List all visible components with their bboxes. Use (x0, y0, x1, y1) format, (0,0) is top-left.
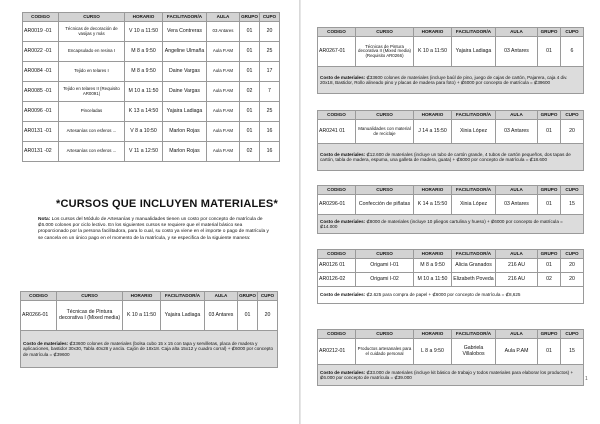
cell-room: 216 AU (496, 273, 538, 287)
column-header: CURSO (59, 13, 125, 22)
cell-group: 02 (240, 142, 260, 162)
column-header: CURSO (356, 250, 414, 259)
table-row (23, 22, 280, 42)
cell-course: Encapsulado en resina I (59, 42, 125, 62)
column-header: AULA (496, 186, 538, 195)
column-header: AULA (496, 111, 538, 120)
cell-room: 216 AU (496, 259, 538, 273)
cell-facilitator: Xinia López (452, 195, 496, 215)
table-row (318, 259, 584, 273)
cell-schedule: K 14 a 15:50 (414, 195, 452, 215)
table-header-row (318, 186, 584, 195)
materials-cost-note (318, 67, 584, 94)
column-header: GRUPO (538, 28, 561, 37)
cell-schedule: V 8 a 10:50 (125, 122, 163, 142)
material-course-table (20, 291, 278, 368)
cell-schedule: K 10 a 11:50 (414, 37, 452, 67)
materials-cost-row (21, 331, 278, 368)
cost-text: ₡12.600 de materiales (incluye un tubo de cartón grande, 4 tubos de cartón pequeños, dos tapas de cartón, tabla de madera, espuma, una galleta de madera, guata) + ₡6000 por concepto de matrícula = ₡18.600 (320, 151, 571, 162)
cell-group: 01 (240, 122, 260, 142)
cell-group: 01 (238, 301, 258, 331)
cost-text: ₡2.625 para compra de papel + ₡6000 por concepto de matrícula = ₡8,625 (366, 292, 521, 298)
table-header-row (318, 330, 584, 339)
material-course-table (317, 329, 584, 386)
cost-text: ₡33600 colones de materiales (bolsa cubo 15 x 15 con tapa y servilletas, placa de madera y aplicaciones, bastidor 30x30, Tabla 40x28 y ancla. Cajón de 18x18. Caja alta 15x12 y cuadro corral) + ₡6000 por concepto de matrícula = ₡39600 (23, 340, 274, 357)
column-header: CUPO (561, 186, 584, 195)
cell-quota: 25 (260, 42, 280, 62)
materials-cost-row (318, 67, 584, 94)
cell-code: AR0096 -01 (23, 102, 59, 122)
table-row (318, 339, 584, 365)
cell-quota: 20 (561, 273, 584, 287)
cell-quota: 20 (561, 120, 584, 144)
material-course-table (317, 249, 584, 304)
cell-room: Aula P.AM (207, 122, 240, 142)
cell-quota: 20 (561, 259, 584, 273)
column-header: HORARIO (414, 111, 452, 120)
cell-code: AR0019 -01 (23, 22, 59, 42)
column-header: CODIGO (318, 330, 356, 339)
cell-room: Aula P.AM (496, 339, 538, 365)
cell-schedule: M 8 a 9:50 (125, 62, 163, 82)
column-header: AULA (207, 13, 240, 22)
column-header: FACILITADOR/A (452, 111, 496, 120)
cell-room: 03 Antares (496, 195, 538, 215)
courses-table (22, 12, 280, 162)
cell-facilitator: Yajaira Ladiaga (163, 102, 207, 122)
cell-group: 01 (240, 42, 260, 62)
cell-facilitator: Marlon Rojas (163, 142, 207, 162)
cell-quota: 16 (260, 142, 280, 162)
cell-schedule: K 13 a 14:50 (125, 102, 163, 122)
materials-cost-note (318, 215, 584, 234)
table-header-row (23, 13, 280, 22)
column-header: CURSO (57, 292, 123, 301)
cell-code: AR0266-01 (21, 301, 57, 331)
column-header: GRUPO (538, 330, 561, 339)
table-row (23, 62, 280, 82)
cell-room: Aula P.AM (207, 62, 240, 82)
column-header: CURSO (356, 186, 414, 195)
cell-quota: 15 (561, 195, 584, 215)
cell-group: 01 (538, 339, 561, 365)
column-header: GRUPO (238, 292, 258, 301)
table-row (318, 120, 584, 144)
cell-schedule: K 10 a 11:50 (123, 301, 161, 331)
column-header: HORARIO (414, 250, 452, 259)
cell-course: Manualidades con material de reciclaje (356, 120, 414, 144)
table-header-row (318, 111, 584, 120)
cell-quota: 7 (260, 82, 280, 102)
column-header: CUPO (561, 330, 584, 339)
cell-facilitator: Gabriela Villalobos (452, 339, 496, 365)
column-header: AULA (496, 28, 538, 37)
materials-cost-note (21, 331, 278, 368)
cell-course: Pinceladas (59, 102, 125, 122)
column-header: FACILITADOR/A (452, 28, 496, 37)
material-course-table (317, 185, 584, 234)
column-header: CODIGO (318, 250, 356, 259)
cell-code: AR0085 -01 (23, 82, 59, 102)
column-header: HORARIO (414, 28, 452, 37)
cell-course: Confección de piñatas (356, 195, 414, 215)
column-header: CODIGO (318, 111, 356, 120)
cell-course: Productos artesanales para el cuidado personal (356, 339, 414, 365)
table-header-row (318, 28, 584, 37)
column-header: FACILITADOR/A (452, 186, 496, 195)
cell-course: Artesanías con esferos ... (59, 142, 125, 162)
cell-schedule: M 10 a 11:50 (414, 273, 452, 287)
cost-label: Costo de materiales: (320, 218, 366, 224)
column-header: CURSO (356, 28, 414, 37)
cell-facilitator: Alicia Granados (452, 259, 496, 273)
cell-group: 01 (240, 22, 260, 42)
cell-group: 01 (538, 120, 561, 144)
column-header: CUPO (561, 28, 584, 37)
column-header: CODIGO (21, 292, 57, 301)
cell-room: Aula P.AM (207, 82, 240, 102)
material-course-table (317, 27, 584, 94)
column-header: HORARIO (414, 330, 452, 339)
cell-room: Aula P.AM (207, 142, 240, 162)
cell-facilitator: Yajaira Ladiaga (161, 301, 205, 331)
column-header: CODIGO (318, 28, 356, 37)
materials-cost-note (318, 365, 584, 386)
table-row (23, 42, 280, 62)
cell-room: Aula P.AM (207, 42, 240, 62)
cell-facilitator: Daine Vargas (163, 62, 207, 82)
cell-quota: 25 (260, 102, 280, 122)
column-header: CUPO (561, 250, 584, 259)
table-row (21, 301, 278, 331)
table-header-row (21, 292, 278, 301)
cell-quota: 17 (260, 62, 280, 82)
cell-course: Origami I-01 (356, 259, 414, 273)
cell-schedule: M 8 a 9:50 (414, 259, 452, 273)
cell-course: Tejido en telares I (59, 62, 125, 82)
cell-group: 01 (538, 259, 561, 273)
materials-cost-row (318, 215, 584, 234)
cell-group: 01 (240, 62, 260, 82)
column-header: GRUPO (240, 13, 260, 22)
column-header: CODIGO (23, 13, 59, 22)
table-row (318, 195, 584, 215)
materials-section-title: *CURSOS QUE INCLUYEN MATERIALES* (56, 198, 278, 210)
column-header: CODIGO (318, 186, 356, 195)
page-mark: 1 (585, 376, 588, 382)
cell-facilitator: Vera Contreras (163, 22, 207, 42)
column-header: CUPO (561, 111, 584, 120)
cell-room: 03 Antares (205, 301, 238, 331)
cell-schedule: V 10 a 11:50 (125, 22, 163, 42)
cell-code: AR0267-01 (318, 37, 356, 67)
right-page (300, 0, 600, 424)
column-header: HORARIO (125, 13, 163, 22)
cell-schedule: M 8 a 9:50 (125, 42, 163, 62)
cost-label: Costo de materiales: (320, 74, 366, 80)
column-header: HORARIO (414, 186, 452, 195)
cell-facilitator: Elizabeth Poveda (452, 273, 496, 287)
cell-quota: 16 (260, 122, 280, 142)
materials-cost-row (318, 144, 584, 171)
column-header: CURSO (356, 111, 414, 120)
cell-room: Aula P.AM (207, 102, 240, 122)
column-header: FACILITADOR/A (163, 13, 207, 22)
cell-code: AR0212-01 (318, 339, 356, 365)
column-header: GRUPO (538, 250, 561, 259)
cell-code: AR0131 -02 (23, 142, 59, 162)
table-row (318, 37, 584, 67)
column-header: CURSO (356, 330, 414, 339)
cell-quota: 15 (561, 339, 584, 365)
cost-label: Costo de materiales: (23, 340, 69, 346)
cell-schedule: L 8 a 9:50 (414, 339, 452, 365)
cell-course: Técnicas de decoración de vasijas y más (59, 22, 125, 42)
column-header: AULA (496, 250, 538, 259)
cost-label: Costo de materiales: (320, 292, 366, 298)
cell-room: 03 Antares (496, 37, 538, 67)
column-header: GRUPO (538, 186, 561, 195)
cell-course: Tejido en telares II (Requisito AR0091) (59, 82, 125, 102)
cell-room: 03 Antares (207, 22, 240, 42)
cell-facilitator: Xinia López (452, 120, 496, 144)
cell-group: 01 (538, 195, 561, 215)
cell-facilitator: Marlon Rojas (163, 122, 207, 142)
cell-quota: 6 (561, 37, 584, 67)
cell-code: AR0131 -01 (23, 122, 59, 142)
cell-course: Artesanías con esferos ... (59, 122, 125, 142)
cell-room: 03 Antares (496, 120, 538, 144)
column-header: AULA (205, 292, 238, 301)
cell-group: 01 (538, 37, 561, 67)
cell-facilitator: Daine Vargas (163, 82, 207, 102)
cell-code: AR0126-02 (318, 273, 356, 287)
cell-group: 02 (240, 82, 260, 102)
column-header: CUPO (260, 13, 280, 22)
cell-schedule: J 14 a 15:50 (414, 120, 452, 144)
cell-code: AR0126 01 (318, 259, 356, 273)
cell-facilitator: Angeline Ulmaña (163, 42, 207, 62)
cell-schedule: M 10 a 11:50 (125, 82, 163, 102)
cell-course: Técnicas de Pintura decorativa I (Mixed media) (57, 301, 123, 331)
cost-text: ₡33600 colones de materiales (incluye baúl de pino, juego de cajas de cartón, Pajarera, caja 4 div. 20x18, Bastidor, Rollo alineado pino y placas de madera para foto) + ₡6000 por concepto de matrícula = ₡39600 (320, 74, 568, 85)
cell-facilitator: Yajaira Ladiaga (452, 37, 496, 67)
table-row (23, 142, 280, 162)
cell-quota: 20 (260, 22, 280, 42)
materials-cost-note (318, 144, 584, 171)
cell-group: 01 (240, 102, 260, 122)
cell-code: AR0241 01 (318, 120, 356, 144)
material-course-table (317, 110, 584, 171)
intro-text: Los cursos del Módulo de Artesanías y manualidades tienen un costo por concepto de matrícula de ₡6.000 colones por ciclo lectivo. En los siguientes cursos se requiere que el material básico sea proporcionado por la persona facilitadora, para lo cual, su costo ya viene en el importe o pago de matrícula y se cancela en un único pago en el momento de la matrícula, y se especifica de la siguiente manera: (38, 217, 269, 241)
intro-label: Nota: (38, 217, 51, 222)
table-row (318, 273, 584, 287)
table-row (23, 122, 280, 142)
cost-text: ₡8000 de materiales (incluye 10 pliegos cartulina y hueso) + ₡6000 por concepto de matrícula = ₡14.000 (320, 218, 563, 229)
table-row (23, 82, 280, 102)
materials-cost-row (318, 365, 584, 386)
column-header: GRUPO (538, 111, 561, 120)
column-header: FACILITADOR/A (161, 292, 205, 301)
cell-code: AR0296-01 (318, 195, 356, 215)
materials-cost-note (318, 287, 584, 304)
cell-quota: 20 (258, 301, 278, 331)
cell-course: Técnicas de Pintura decorativa II (Mixed media) (Requisito AR0266) (356, 37, 414, 67)
materials-intro-note (38, 217, 270, 242)
cell-schedule: V 11 a 12:50 (125, 142, 163, 162)
cost-label: Costo de materiales: (320, 369, 366, 375)
cost-label: Costo de materiales: (320, 151, 366, 157)
cell-course: Origami I-02 (356, 273, 414, 287)
cell-code: AR0084 -01 (23, 62, 59, 82)
cell-code: AR0022 -01 (23, 42, 59, 62)
column-header: CUPO (258, 292, 278, 301)
column-header: FACILITADOR/A (452, 330, 496, 339)
column-header: HORARIO (123, 292, 161, 301)
cost-text: ₡33.000 de materiales (incluye kit básico de trabajo y todos materiales para elaborar los productos) + ₡6.000 por concepto de matrícula = ₡39.000 (320, 369, 574, 380)
table-header-row (318, 250, 584, 259)
materials-cost-row (318, 287, 584, 304)
table-row (23, 102, 280, 122)
cell-group: 02 (538, 273, 561, 287)
column-header: FACILITADOR/A (452, 250, 496, 259)
column-header: AULA (496, 330, 538, 339)
